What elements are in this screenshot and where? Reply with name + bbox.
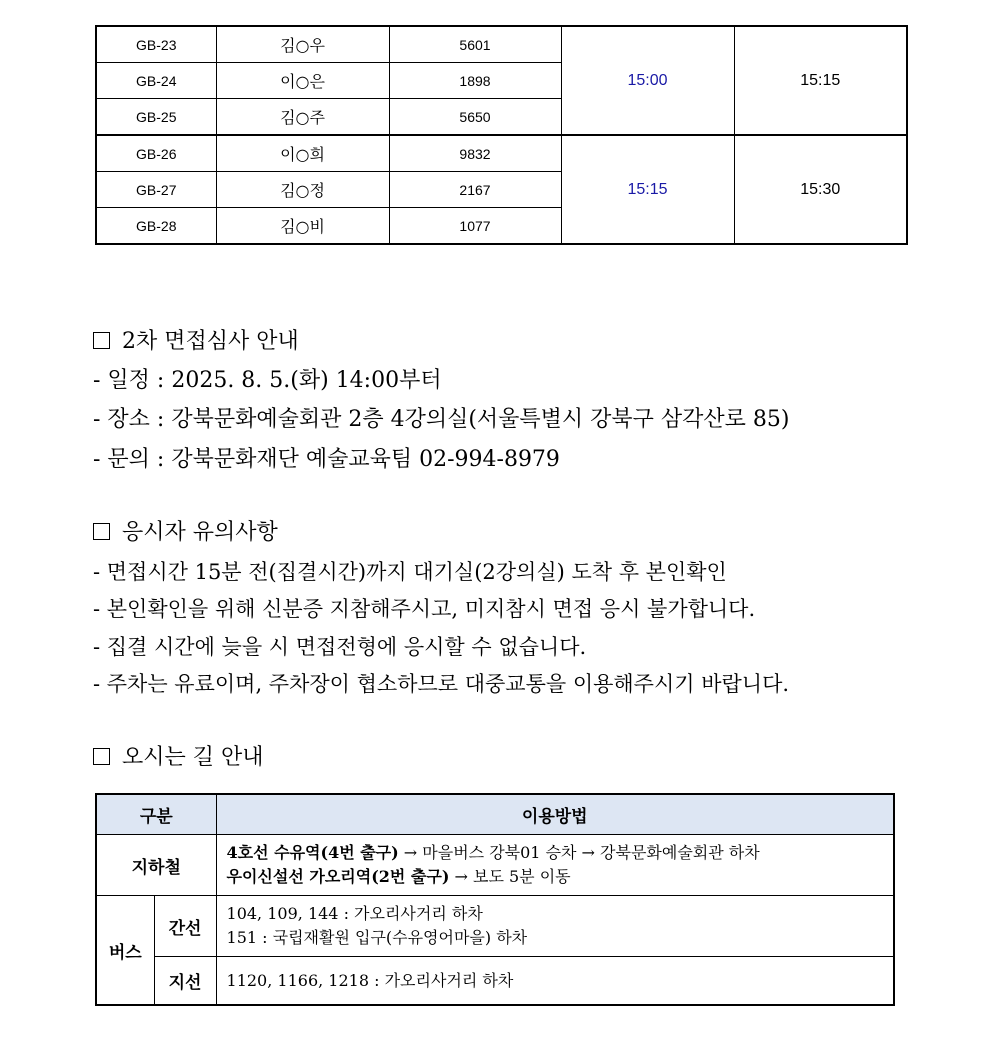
branch-bus-label: 지선 <box>154 957 216 1006</box>
trunk-bus-line-2: 151 : 국립재활원 입구(수유영어마을) 하차 <box>226 928 528 947</box>
interview-schedule-line: - 일정 : 2025. 8. 5.(화) 14:00부터 <box>93 368 442 393</box>
table-row <box>96 957 894 1006</box>
directions-table <box>95 793 895 1006</box>
applicant-id: GB-26 <box>96 135 216 172</box>
trunk-bus-directions <box>216 896 894 957</box>
note-line: - 주차는 유료이며, 주차장이 협소하므로 대중교통을 이용해주시기 바랍니다. <box>93 672 790 696</box>
applicant-number: 5650 <box>389 99 561 136</box>
applicant-id: GB-28 <box>96 208 216 245</box>
interview-schedule-table <box>95 25 908 245</box>
subway-directions <box>216 835 894 896</box>
interview-location-line: - 장소 : 강북문화예술회관 2층 4강의실(서울특별시 강북구 삼각산로 85) <box>93 407 790 432</box>
table-header-row <box>96 794 894 835</box>
table-row <box>96 135 907 172</box>
applicant-name: 이○희 <box>216 135 389 172</box>
applicant-id: GB-23 <box>96 26 216 63</box>
subway-label: 지하철 <box>96 835 216 896</box>
trunk-bus-line-1: 104, 109, 144 : 가오리사거리 하차 <box>226 904 483 923</box>
table-row <box>96 835 894 896</box>
interview-time: 15:30 <box>734 135 907 244</box>
applicant-number: 1898 <box>389 63 561 99</box>
applicant-id: GB-24 <box>96 63 216 99</box>
header-category: 구분 <box>96 794 216 835</box>
applicant-id: GB-27 <box>96 172 216 208</box>
note-line: - 면접시간 15분 전(집결시간)까지 대기실(2강의실) 도착 후 본인확인 <box>93 560 727 584</box>
applicant-number: 1077 <box>389 208 561 245</box>
applicant-name: 이○은 <box>216 63 389 99</box>
subway-line-2: 우이신설선 가오리역(2번 출구) → 보도 5분 이동 <box>226 867 571 886</box>
applicant-name: 김○정 <box>216 172 389 208</box>
checkbox-square-icon <box>93 523 110 540</box>
applicant-number: 9832 <box>389 135 561 172</box>
applicant-number: 2167 <box>389 172 561 208</box>
subway-line-1: 4호선 수유역(4번 출구) → 마을버스 강북01 승차 → 강북문화예술회관 하차 <box>226 843 760 862</box>
table-row <box>96 26 907 63</box>
header-method: 이용방법 <box>216 794 894 835</box>
assembly-time: 15:15 <box>561 135 734 244</box>
bus-label: 버스 <box>96 896 154 1006</box>
branch-bus-directions <box>216 957 894 1006</box>
applicant-id: GB-25 <box>96 99 216 136</box>
notes-heading: 응시자 유의사항 <box>93 518 278 548</box>
note-line: - 본인확인을 위해 신분증 지참해주시고, 미지참시 면접 응시 불가합니다. <box>93 597 756 621</box>
checkbox-square-icon <box>93 748 110 765</box>
applicant-name: 김○비 <box>216 208 389 245</box>
applicant-name: 김○우 <box>216 26 389 63</box>
checkbox-square-icon <box>93 332 110 349</box>
table-row <box>96 896 894 957</box>
trunk-bus-label: 간선 <box>154 896 216 957</box>
applicant-number: 5601 <box>389 26 561 63</box>
interview-contact-line: - 문의 : 강북문화재단 예술교육팀 02-994-8979 <box>93 447 560 472</box>
note-line: - 집결 시간에 늦을 시 면접전형에 응시할 수 없습니다. <box>93 635 587 659</box>
applicant-name: 김○주 <box>216 99 389 136</box>
branch-bus-line-1: 1120, 1166, 1218 : 가오리사거리 하차 <box>226 970 514 990</box>
interview-info-heading: 2차 면접심사 안내 <box>93 327 299 357</box>
directions-heading: 오시는 길 안내 <box>93 743 264 773</box>
interview-time: 15:15 <box>734 26 907 135</box>
assembly-time: 15:00 <box>561 26 734 135</box>
